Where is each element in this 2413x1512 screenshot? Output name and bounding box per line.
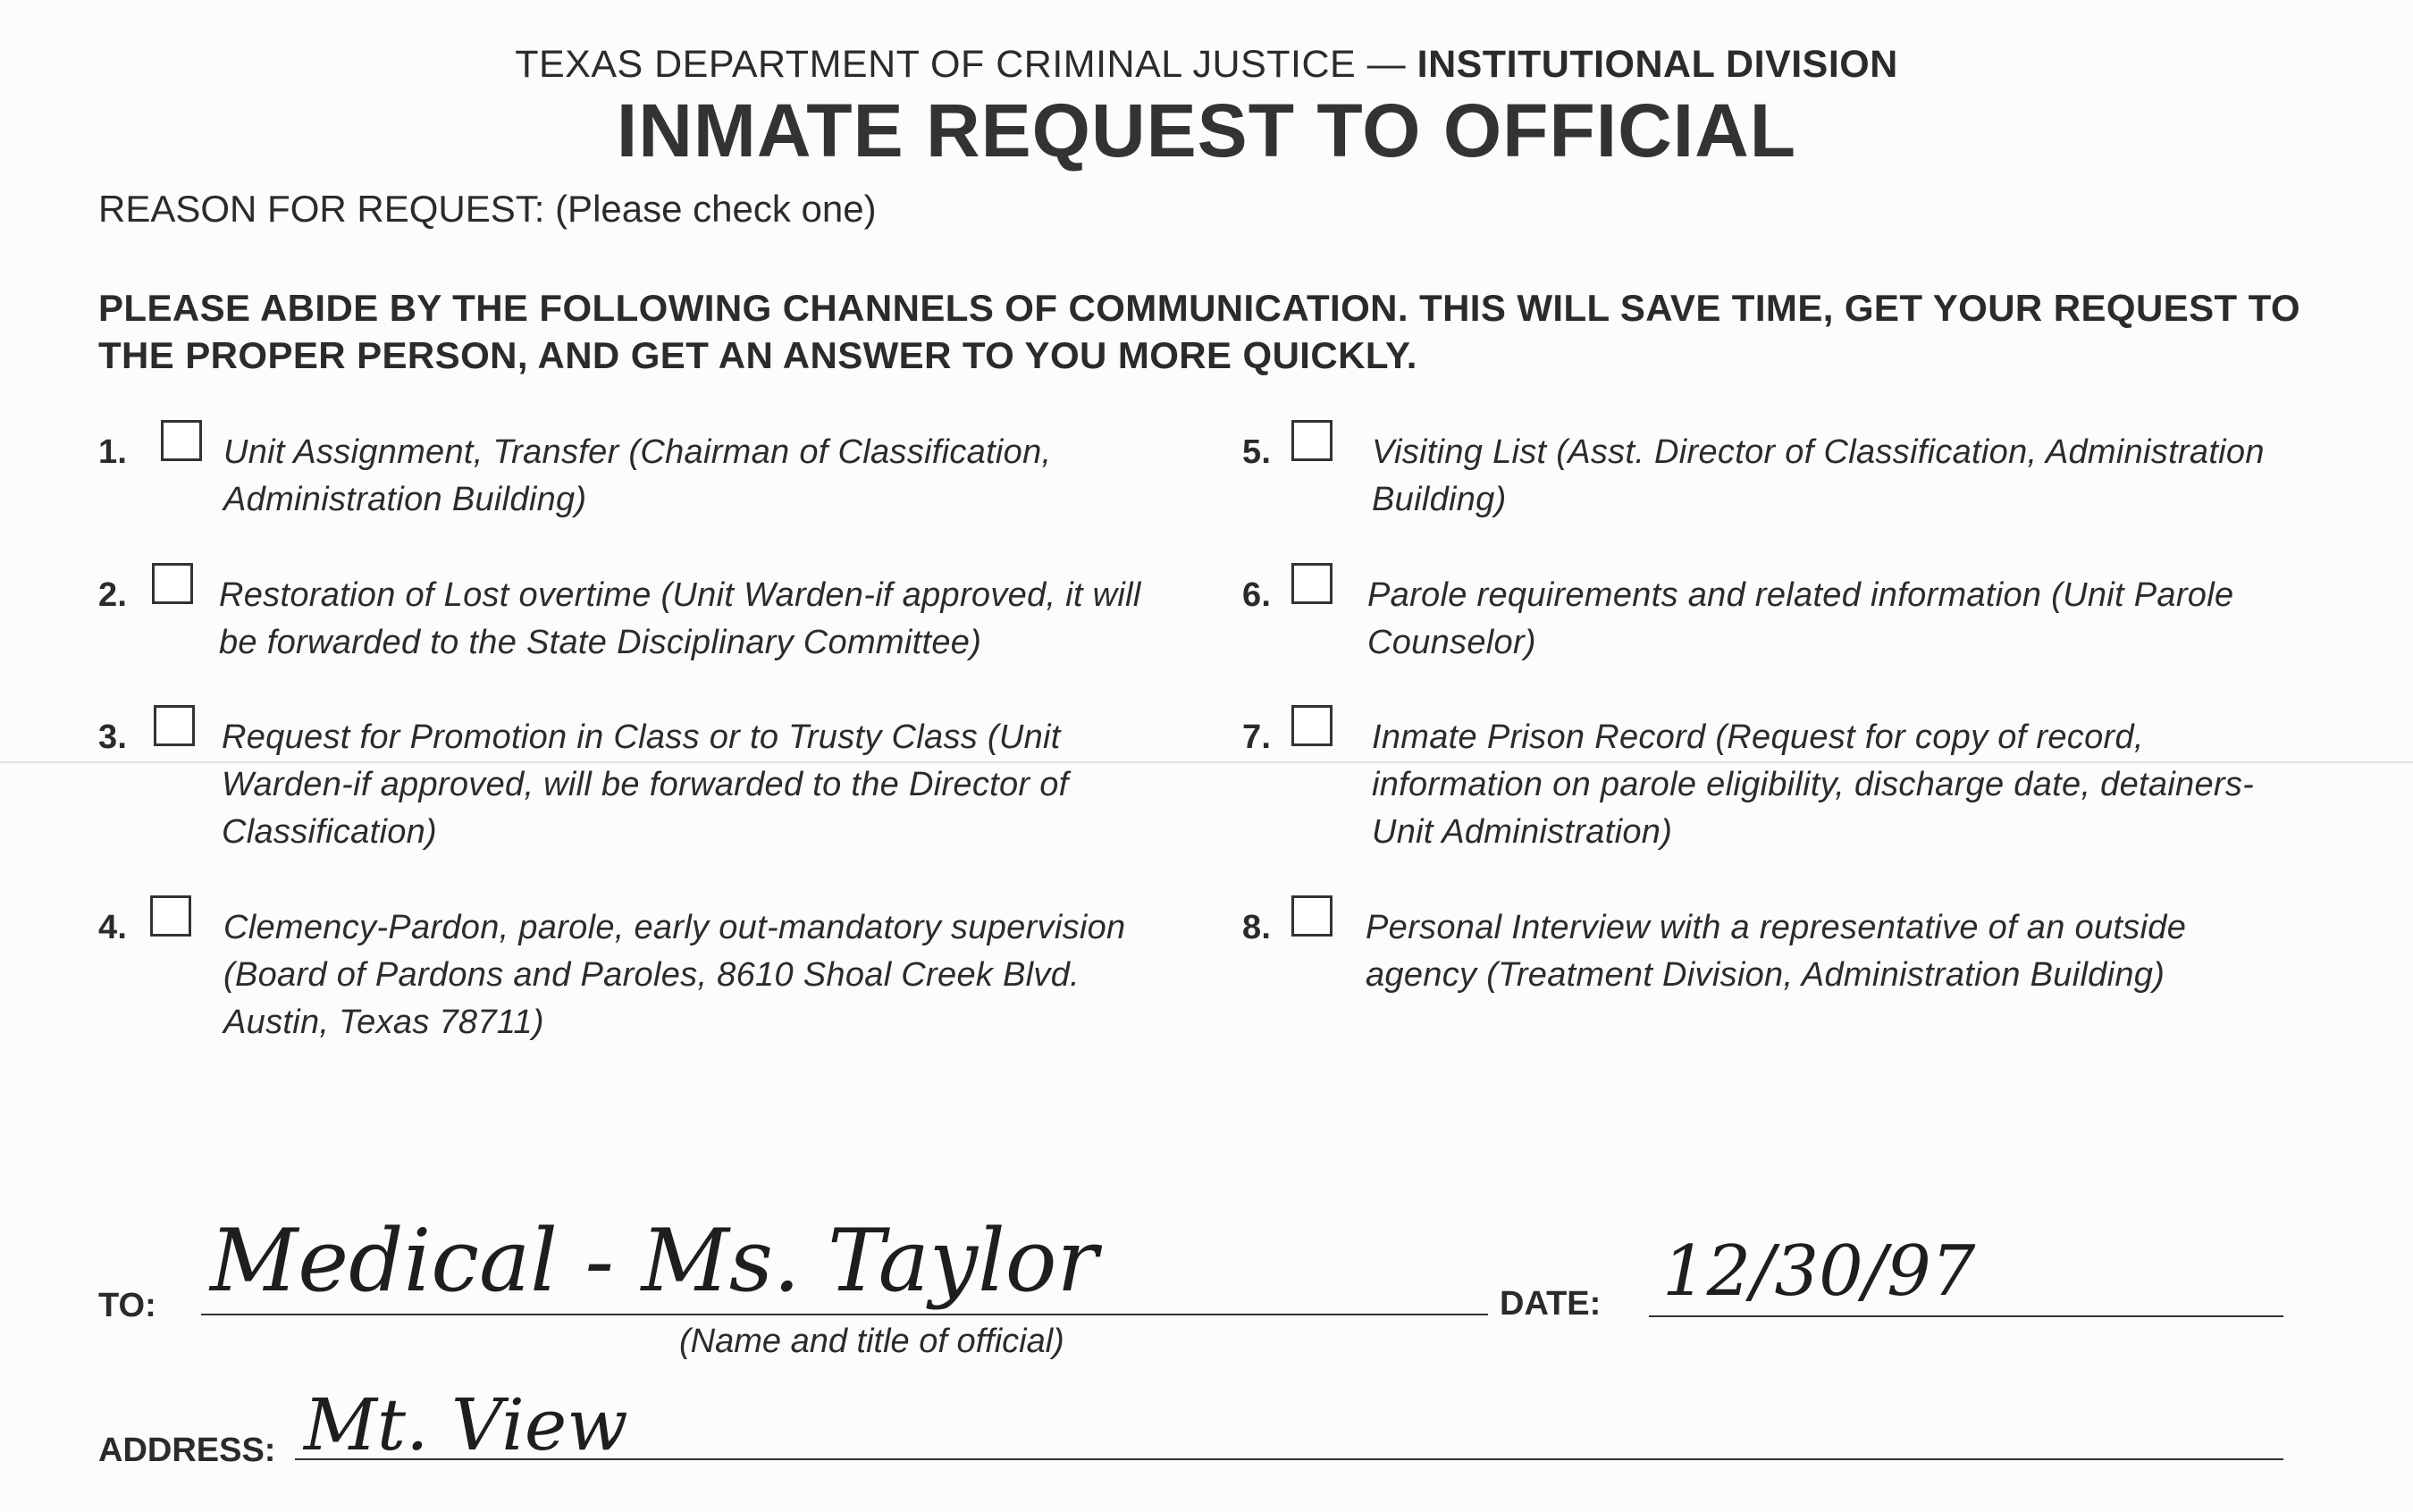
option-number: 5. [1242, 433, 1272, 471]
option-checkbox[interactable] [1291, 705, 1333, 746]
division-name: INSTITUTIONAL DIVISION [1417, 43, 1898, 86]
option-text: Unit Assignment, Transfer (Chairman of Classification, Administration Building) [223, 433, 1052, 518]
option-checkbox[interactable] [152, 563, 193, 604]
to-value[interactable]: Medical - Ms. Taylor [210, 1211, 1098, 1311]
form-header [0, 43, 2413, 87]
option-number: 2. [98, 576, 128, 614]
option-text: Visiting List (Asst. Director of Classification, Administration Building) [1372, 433, 2265, 518]
option-checkbox[interactable] [161, 420, 202, 461]
form-title: INMATE REQUEST TO OFFICIAL [616, 88, 1797, 172]
date-label: DATE: [1500, 1285, 1602, 1323]
option-number: 6. [1242, 576, 1272, 614]
to-hint: (Name and title of official) [679, 1323, 1064, 1360]
option-checkbox[interactable] [1291, 895, 1333, 937]
option-number: 8. [1242, 909, 1272, 946]
option-number: 4. [98, 909, 128, 946]
option-8 [1242, 904, 2297, 1003]
option-text: Request for Promotion in Class or to Trusty Class (Unit Warden-if approved, will be forwarded to the Director of Classification) [222, 718, 1069, 851]
date-line [1649, 1315, 2283, 1317]
option-number: 1. [98, 433, 128, 471]
department-name: TEXAS DEPARTMENT OF CRIMINAL JUSTICE — [515, 43, 1407, 86]
option-1 [98, 429, 1153, 527]
option-text: Clemency-Pardon, parole, early out-mandatory supervision (Board of Pardons and Paroles, 8610 Shoal Creek Blvd. Austin, Texas 78711) [223, 909, 1126, 1041]
option-checkbox[interactable] [150, 895, 191, 937]
instructions-text: PLEASE ABIDE BY THE FOLLOWING CHANNELS OF COMMUNICATION. THIS WILL SAVE TIME, GET YOUR REQUEST TO THE PROPER PERSON, AND GET AN ANSWER TO YOU MORE QUICKLY. [98, 287, 2300, 376]
address-label: ADDRESS: [98, 1432, 276, 1469]
option-text: Inmate Prison Record (Request for copy of record, information on parole eligibility, discharge date, detainers-Unit Administration) [1372, 718, 2255, 851]
option-text: Parole requirements and related information (Unit Parole Counselor) [1367, 576, 2234, 661]
address-line [295, 1458, 2283, 1460]
option-2 [98, 572, 1153, 670]
option-checkbox[interactable] [1291, 563, 1333, 604]
to-label: TO: [98, 1287, 156, 1324]
to-line [201, 1314, 1488, 1315]
option-4 [98, 904, 1153, 1047]
option-checkbox[interactable] [1291, 420, 1333, 461]
option-6 [1242, 572, 2297, 670]
option-number: 7. [1242, 718, 1272, 756]
address-value[interactable]: Mt. View [304, 1383, 628, 1466]
option-5 [1242, 429, 2297, 527]
option-number: 3. [98, 718, 128, 756]
option-3 [98, 714, 1153, 857]
option-checkbox[interactable] [154, 705, 195, 746]
reason-label: REASON FOR REQUEST: (Please check one) [98, 188, 877, 230]
option-text: Restoration of Lost overtime (Unit Warden-if approved, it will be forwarded to the State Disciplinary Committee) [219, 576, 1141, 661]
option-text: Personal Interview with a representative of an outside agency (Treatment Division, Administration Building) [1366, 909, 2187, 994]
date-value[interactable]: 12/30/97 [1662, 1231, 1976, 1312]
option-7 [1242, 714, 2297, 857]
